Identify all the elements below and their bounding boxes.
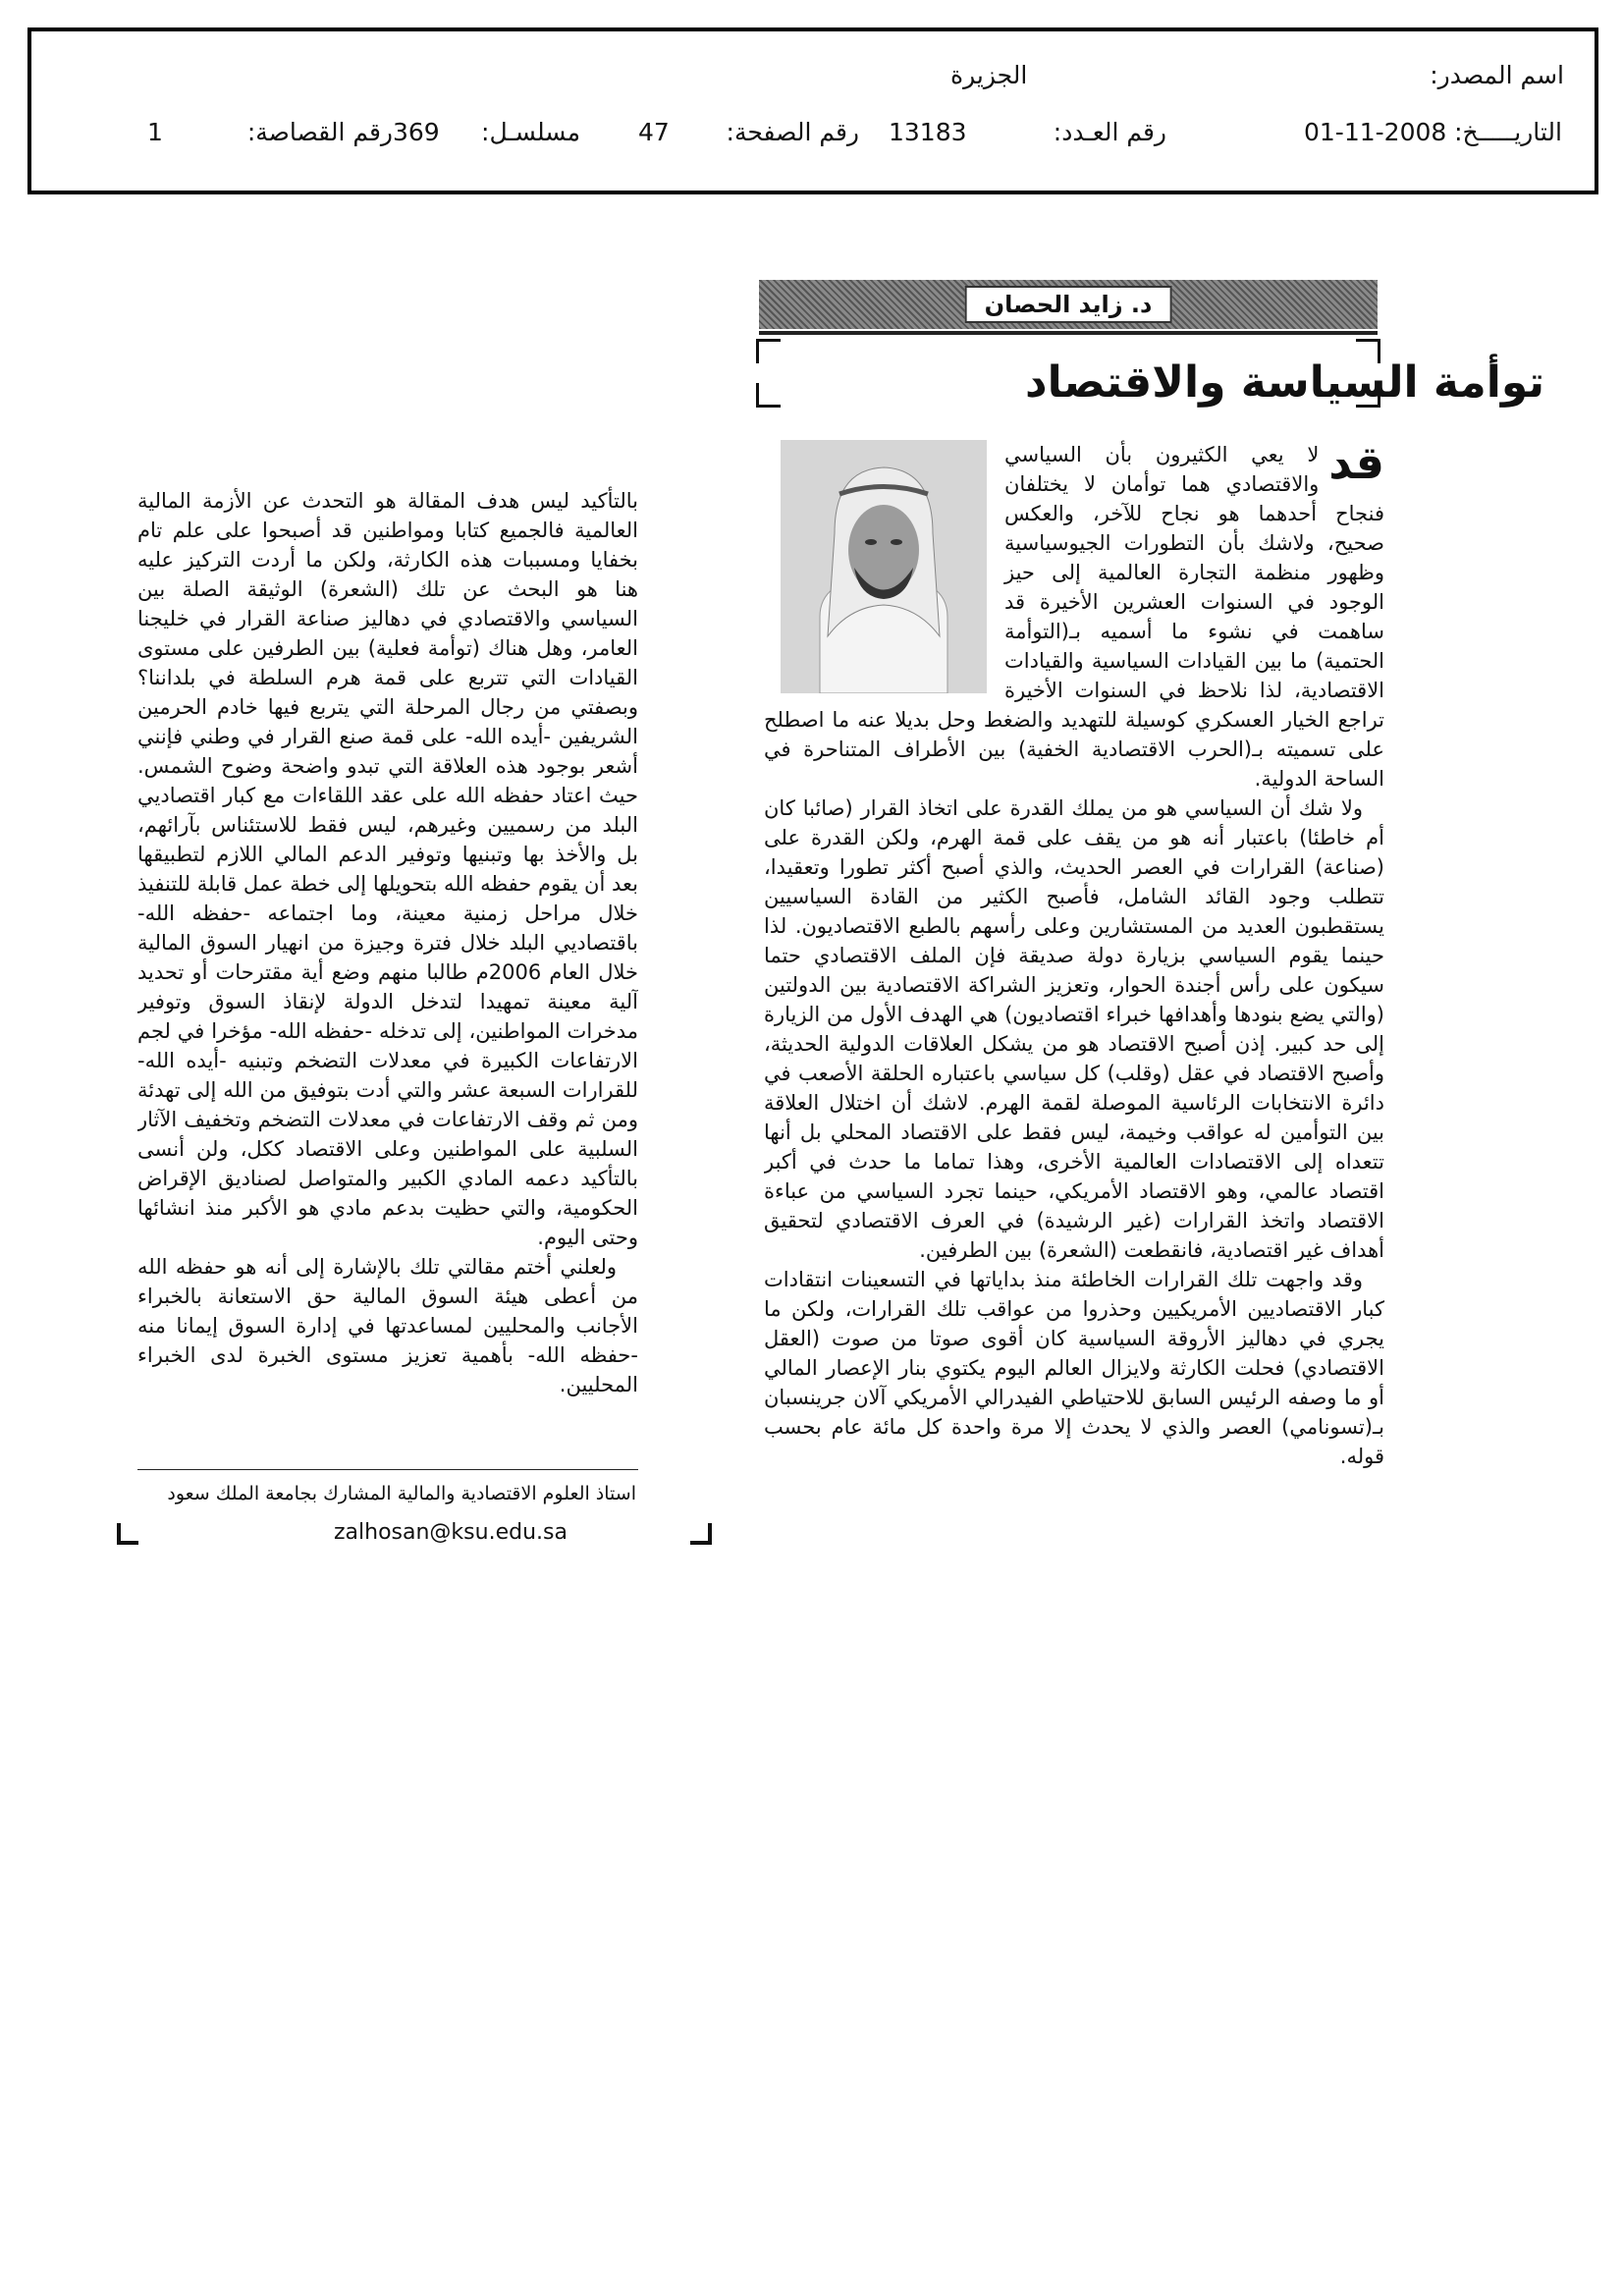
date-label: التاريـــــخ: (1454, 118, 1562, 146)
page-label: رقم الصفحة: (726, 118, 859, 146)
frame-corner-icon (756, 383, 781, 408)
page-value: 47 (638, 118, 670, 146)
article-title: توأمة السياسة والاقتصاد (1025, 357, 1544, 408)
source-label: اسم المصدر: (1430, 61, 1564, 89)
right-paragraph-1: لا يعي الكثيرون بأن السياسي والاقتصادي هما توأمان لا يختلفان فنجاح أحدهما هو نجاح للآخر، والعكس صحيح، ولاشك بأن التطورات الجيوسياسية وظهور منظمة التجارة العالمية إلى حيز الوجود في السنوات العشرين الأخيرة قد ساهمت في نشوء ما أسميه بـ(التوأمة الحتمية) ما بين القيادات السياسية والقيادات الاقتصادية، لذا نلاحظ في السنوات الأخيرة تراجع الخيار العسكري كوسيلة للتهديد والضغط وحل بديلا عنه ما اصطلح على تسميته بـ(الحرب الاقتصادية الخفية) بين الأطراف المتناحرة في الساحة الدولية. (764, 443, 1384, 791)
author-banner (759, 280, 1378, 329)
serial-value: 369 (393, 118, 440, 146)
issue-label: رقم العـدد: (1053, 118, 1166, 146)
right-paragraph-3: وقد واجهت تلك القرارات الخاطئة منذ بداياتها في التسعينات انتقادات كبار الاقتصاديين الأمريكيين وحذروا من عواقب تلك القرارات، ولكن ما يجري في دهاليز الأروقة السياسية كان أقوى صوتا من صوت (العقل الاقتصادي) فحلت الكارثة ولايزال العالم اليوم يكتوي بنار الإعصار المالي أو ما وصفه الرئيس السابق للاحتياطي الفيدرالي الأمريكي آلان جرينسبان بـ(تسونامي) العصر والذي لا يحدث إلا مرة واحدة كل مائة عام بحسب قوله. (764, 1268, 1384, 1468)
corner-ornament-icon (116, 1520, 141, 1546)
dropcap-main: قد (1328, 440, 1384, 489)
source-value: الجزيرة (950, 61, 1028, 89)
clip-value: 1 (147, 118, 163, 146)
date-value: 01-11-2008 (1304, 118, 1447, 146)
frame-corner-icon (756, 339, 781, 363)
left-paragraph-2: ولعلني أختم مقالتي تلك بالإشارة إلى أنه هو حفظه الله من أعطى هيئة السوق المالية حق الاستعانة بالخبراء الأجانب والمحليين لمساعدتها في إدارة السوق إيمانا منه -حفظه الله- بأهمية تعزيز مستوى الخبرة لدى الخبراء المحليين. (137, 1255, 638, 1396)
photo-spacer (764, 440, 1004, 703)
author-affiliation: استاذ العلوم الاقتصادية والمالية المشارك بجامعة الملك سعود (167, 1483, 636, 1504)
issue-value: 13183 (889, 118, 967, 146)
source-header-box (27, 27, 1598, 194)
footer-divider (137, 1469, 638, 1470)
right-paragraph-2: ولا شك أن السياسي هو من يملك القدرة على اتخاذ القرار (صائبا كان أم خاطئا) باعتبار أنه هو من يقف على قمة الهرم، ولكن القدرة على (صناعة) القرارات في العصر الحديث، والذي أصبح أكثر تطورا وتعقيدا، تتطلب وجود القائد الشامل، فأصبح الكثير من القادة السياسيين يستقطبون العديد من المستشارين وعلى رأسهم بالطبع الاقتصاديون. لذا حينما يقوم السياسي بزيارة دولة صديقة فإن الملف الاقتصادي حتما سيكون على رأس أجندة الحوار، وتعزيز الشراكة الاقتصادية بين الدولتين (والتي يضع بنودها وأهدافها خبراء اقتصاديون) هي الهدف الأول من الزيارة إلى حد كبير. إذن أصبح الاقتصاد هو من يشكل العلاقات الدولية الحديثة، وأصبح الاقتصاد في عقل (وقلب) كل سياسي باعتباره الحلقة الأصعب في دائرة الانتخابات الرئاسية الموصلة لقمة الهرم. لاشك أن اختلال العلاقة بين التوأمين له عواقب وخيمة، ليس فقط على الاقتصاد المحلي بل أنها تتعداه إلى الاقتصادات العالمية الأخرى، وهذا تماما ما حدث في أكبر اقتصاد عالمي، وهو الاقتصاد الأمريكي، حينما تجرد السياسي من عباءة الاقتصاد واتخذ القرارات (غير الرشيدة) في العرف الاقتصادي لتحقيق أهداف غير اقتصادية، فانقطعت (الشعرة) بين الطرفين. (764, 796, 1384, 1262)
clip-label: رقم القصاصة: (246, 118, 393, 146)
corner-ornament-icon (687, 1520, 713, 1546)
article-left-column (137, 486, 638, 1458)
serial-label: مسلسـل: (481, 118, 580, 146)
article-right-column (764, 440, 1384, 1815)
author-email: zalhosan@ksu.edu.sa (334, 1520, 568, 1545)
author-name: د. زايد الحصان (965, 286, 1172, 323)
left-paragraph-1: بالتأكيد ليس هدف المقالة هو التحدث عن الأزمة المالية العالمية فالجميع كتابا ومواطنين قد أصبحوا على علم تام بخفايا ومسببات هذه الكارثة، ولكن ما أردت التركيز عليه هنا هو البحث عن تلك (الشعرة) الوثيقة الصلة بين السياسي والاقتصادي في دهاليز صناعة القرار في خليجنا العامر، وهل هناك (توأمة فعلية) بين الطرفين على مستوى القيادات التي تتربع على قمة هرم السلطة في بلداننا؟ وبصفتي من رجال المرحلة التي يتربع فيها خادم الحرمين الشريفين -أيده الله- على قمة صنع القرار في وطني فإنني أشعر بوجود هذه العلاقة التي تبدو واضحة وضوح الشمس. حيث اعتاد حفظه الله على عقد اللقاءات مع كبار اقتصاديي البلد من رسميين وغيرهم، ليس فقط للاستئناس بآرائهم، بل والأخذ بها وتبنيها وتوفير الدعم المالي اللازم لتطبيقها بعد أن يقوم حفظه الله بتحويلها إلى خطة عمل قابلة للتنفيذ خلال مراحل زمنية معينة، وما اجتماعه -حفظه الله- باقتصاديي البلد خلال فترة وجيزة من انهيار السوق المالية خلال العام 2006م طالبا منهم وضع أية مقترحات أو تحديد آلية معينة تمهيدا لتدخل الدولة لإنقاذ السوق وتوفير مدخرات المواطنين، إلى تدخله -حفظه الله- مؤخرا في لجم الارتفاعات الكبيرة في معدلات التضخم وتبنيه -أيده الله- للقرارات السبعة عشر والتي أدت بتوفيق من الله إلى تهدئة ومن ثم وقف الارتفاعات في معدلات التضخم وتخفيف الآثار السلبية على المواطنين وعلى الاقتصاد ككل، ولن أنسى بالتأكيد دعمه المادي الكبير والمتواصل لصناديق الإقراض الحكومية، والتي حظيت بدعم مادي هو الأكبر منذ انشائها وحتى اليوم. (137, 489, 638, 1249)
